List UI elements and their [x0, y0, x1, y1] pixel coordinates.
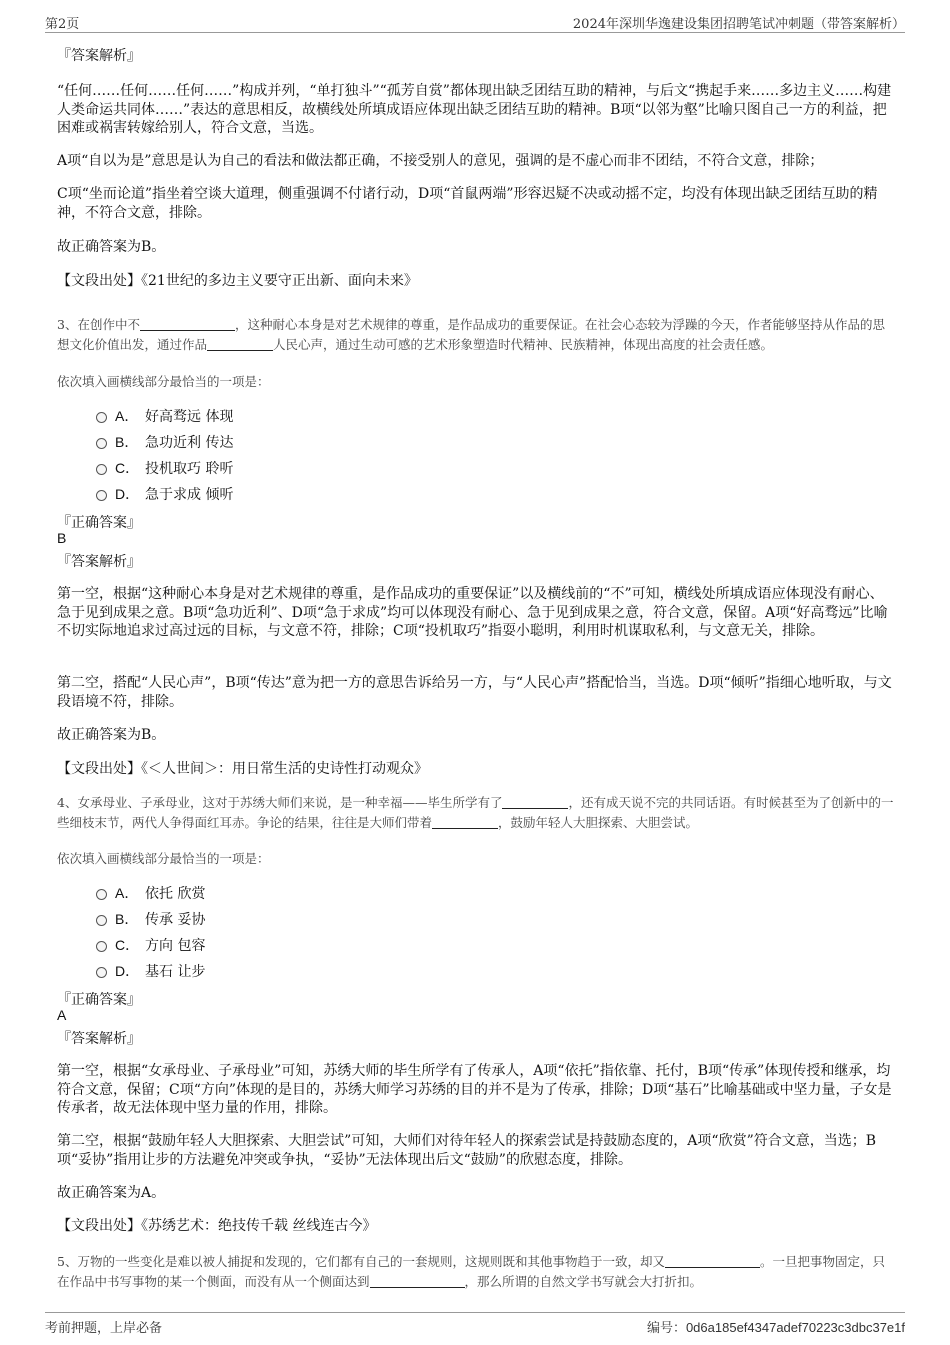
prev-answer: 故正确答案为B。	[57, 239, 166, 255]
document-title: 2024年深圳华逸建设集团招聘笔试冲刺题（带答案解析）	[572, 17, 905, 32]
question-3-correct-label: 『正确答案』	[57, 515, 141, 531]
question-4-analysis-p2: 第二空，根据“鼓励年轻人大胆探索、大胆尝试”可知，大师们对待年轻人的探索尝试是持鼓励态度的，A项“欣赏”符合文意，当选；B项“妥协”指用让步的方法避免冲突或争执，“妥协”无法体现出后文“鼓励”的欣慰态度，排除。	[57, 1133, 877, 1168]
question-4-source: 【文段出处】《苏绣艺术：绝技传千载 丝线连古今》	[57, 1218, 377, 1234]
prev-source: 【文段出处】《21世纪的多边主义要守正出新、面向未来》	[57, 273, 418, 289]
question-3-option-b[interactable]: B． 急功近利 传达	[96, 432, 233, 452]
radio-icon[interactable]	[96, 438, 107, 449]
radio-icon[interactable]	[96, 412, 107, 423]
question-3-analysis-label: 『答案解析』	[57, 554, 141, 570]
radio-icon[interactable]	[96, 464, 107, 475]
question-5-text: 5、万物的一些变化是难以被人捕捉和发现的，它们都有自己的一套规则，这规则既和其他事物趋于一致，却又 。一旦把事物固定，只在作品中书写事物的某一个侧面，而没有从一个侧面达到 ，那么所谓的自然文学书写就会大打折扣。	[57, 1254, 885, 1289]
question-4-correct-label: 『正确答案』	[57, 992, 141, 1008]
page-footer	[45, 1312, 905, 1335]
question-3-source: 【文段出处】《＜人世间＞：用日常生活的史诗性打动观众》	[57, 761, 428, 777]
prev-analysis-p3: C项“坐而论道”指坐着空谈大道理，侧重强调不付诸行动，D项“首鼠两端”形容迟疑不决或动摇不定，均没有体现出缺乏团结互助的精神，不符合文意，排除。	[57, 186, 878, 221]
radio-icon[interactable]	[96, 967, 107, 978]
footer-slogan: 考前押题，上岸必备	[45, 1321, 163, 1336]
question-4-option-c[interactable]: C． 方向 包容	[96, 935, 205, 955]
question-3-analysis-p2: 第二空，搭配“人民心声”，B项“传达”意为把一方的意思告诉给另一方，与“人民心声”搭配恰当，当选。D项“倾听”指细心地听取，与文段语境不符，排除。	[57, 675, 892, 710]
blank-2	[370, 1274, 465, 1288]
question-4-instruction: 依次填入画横线部分最恰当的一项是：	[57, 851, 270, 866]
document-code: 编号：0d6a185ef4347adef70223c3dbc37e1f	[646, 1320, 905, 1335]
question-4-option-b[interactable]: B． 传承 妥协	[96, 909, 205, 929]
blank-1	[665, 1254, 760, 1268]
question-3-instruction: 依次填入画横线部分最恰当的一项是：	[57, 374, 270, 389]
blank-2	[432, 815, 498, 829]
question-4-option-d[interactable]: D． 基石 让步	[96, 961, 205, 981]
page-header	[45, 0, 905, 33]
prev-analysis-p1: “任何……任何……任何……”构成并列，“单打独斗”“孤芳自赏”都体现出缺乏团结互助的精神，与后文“携起手来……多边主义……构建人类命运共同体……”表达的意思相反，故横线处所填成语应体现出缺乏团结互助的精神。B项“以邻为壑”比喻只图自己一方的利益，把困难或祸害转嫁给别人，符合文意，当选。	[57, 83, 892, 136]
question-3-correct-answer: B	[57, 530, 67, 546]
page-number: 第2页	[45, 17, 80, 32]
question-4-text: 4、女承母业、子承母业，这对于苏绣大师们来说，是一种幸福——毕生所学有了 ，还有成天说不完的共同话语。有时候甚至为了创新中的一些细枝末节，两代人争得面红耳赤。争论的结果，往往是大师们带着 ，鼓励年轻人大胆探索、大胆尝试。	[57, 795, 894, 830]
blank-1	[140, 317, 235, 331]
question-3-answer: 故正确答案为B。	[57, 727, 166, 743]
question-4-analysis-p1: 第一空，根据“女承母业、子承母业”可知，苏绣大师的毕生所学有了传承人，A项“依托”指依靠、托付，B项“传承”体现传授和继承，均符合文意，保留；C项“方向”体现的是目的，苏绣大师学习苏绣的目的并不是为了传承，排除；D项“基石”比喻基础或中坚力量，子女是传承者，故无法体现中坚力量的作用，排除。	[57, 1063, 892, 1116]
question-3-option-d[interactable]: D． 急于求成 倾听	[96, 484, 233, 504]
prev-analysis-p2: A项“自以为是”意思是认为自己的看法和做法都正确，不接受别人的意见，强调的是不虚心而非不团结，不符合文意，排除；	[57, 153, 824, 169]
prev-analysis-label: 『答案解析』	[57, 48, 141, 64]
blank-2	[207, 337, 273, 351]
radio-icon[interactable]	[96, 889, 107, 900]
radio-icon[interactable]	[96, 941, 107, 952]
radio-icon[interactable]	[96, 915, 107, 926]
question-4-option-a[interactable]: A． 依托 欣赏	[96, 883, 205, 903]
question-3-option-a[interactable]: A． 好高骛远 体现	[96, 406, 233, 426]
question-4-correct-answer: A	[57, 1007, 67, 1023]
radio-icon[interactable]	[96, 490, 107, 501]
question-4-analysis-label: 『答案解析』	[57, 1031, 141, 1047]
question-4-answer: 故正确答案为A。	[57, 1185, 166, 1201]
question-3-option-c[interactable]: C． 投机取巧 聆听	[96, 458, 233, 478]
question-3-analysis-p1: 第一空，根据“这种耐心本身是对艺术规律的尊重，是作品成功的重要保证”以及横线前的“不”可知，横线处所填成语应体现没有耐心、急于见到成果之意。B项“急功近利”、D项“急于求成”均可以体现没有耐心、急于见到成果之意，符合文意，保留。A项“好高骛远”比喻不切实际地追求过高过远的目标，与文意不符，排除；C项“投机取巧”指耍小聪明，利用时机谋取私利，与文意无关，排除。	[57, 586, 888, 639]
question-3-text: 3、在创作中不 ，这种耐心本身是对艺术规律的尊重，是作品成功的重要保证。在社会心态较为浮躁的今天，作者能够坚持从作品的思想文化价值出发，通过作品 人民心声，通过生动可感的艺术形象塑造时代精神、民族精神，体现出高度的社会责任感。	[57, 317, 885, 352]
blank-1	[502, 795, 568, 809]
